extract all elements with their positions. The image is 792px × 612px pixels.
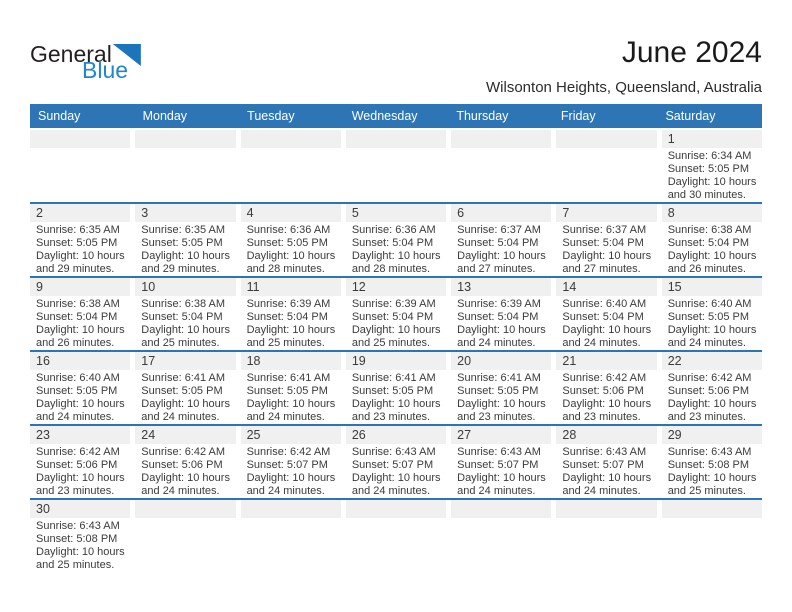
sunrise-line: Sunrise: 6:42 AM	[141, 446, 226, 458]
sunset-line: Sunset: 5:04 PM	[351, 237, 434, 249]
sunrise-line: Sunrise: 6:41 AM	[457, 372, 541, 384]
day-header-tuesday: Tuesday	[247, 109, 295, 123]
daylight-line-2: and 26 minutes.	[36, 337, 115, 349]
empty-day-cell	[451, 130, 551, 202]
day-details	[346, 222, 446, 276]
daylight-line-2: and 24 minutes.	[141, 485, 220, 497]
sunrise-line: Sunrise: 6:42 AM	[667, 372, 752, 384]
sunrise-line: Sunrise: 6:38 AM	[141, 298, 226, 310]
daylight-line: Daylight: 10 hours	[562, 398, 652, 410]
day-header-sunday: Sunday	[38, 109, 81, 123]
page-title: June 2024	[621, 36, 762, 69]
day-cell	[451, 278, 551, 350]
day-cell	[346, 278, 446, 350]
daylight-line: Daylight: 10 hours	[351, 398, 441, 410]
sunset-line: Sunset: 5:05 PM	[246, 385, 328, 397]
day-number	[346, 130, 446, 148]
day-details	[241, 296, 341, 350]
daylight-line: Daylight: 10 hours	[36, 250, 125, 262]
daylight-line: Daylight: 10 hours	[141, 398, 230, 410]
day-details	[451, 222, 551, 276]
title-block	[486, 36, 762, 96]
daylight-line-2: and 28 minutes.	[351, 263, 431, 275]
day-number: 26	[346, 426, 446, 444]
day-number: 4	[241, 204, 341, 222]
sunrise-line: Sunrise: 6:36 AM	[246, 224, 331, 236]
sunrise-line: Sunrise: 6:42 AM	[562, 372, 647, 384]
daylight-line: Daylight: 10 hours	[457, 250, 546, 262]
day-number: 20	[451, 352, 551, 370]
day-cell	[241, 352, 341, 424]
sunset-line: Sunset: 5:04 PM	[246, 311, 328, 323]
sunrise-line: Sunrise: 6:43 AM	[457, 446, 541, 458]
daylight-line: Daylight: 10 hours	[36, 546, 125, 558]
daylight-line: Daylight: 10 hours	[141, 472, 230, 484]
day-cell	[556, 278, 656, 350]
calendar-grid	[30, 130, 762, 572]
sunrise-line: Sunrise: 6:41 AM	[141, 372, 226, 384]
day-details	[556, 222, 656, 276]
day-details	[241, 222, 341, 276]
day-number: 8	[662, 204, 762, 222]
sunset-line: Sunset: 5:05 PM	[246, 237, 328, 249]
day-number: 11	[241, 278, 341, 296]
daylight-line-2: and 26 minutes.	[667, 263, 746, 275]
daylight-line-2: and 23 minutes.	[36, 485, 115, 497]
day-number: 17	[135, 352, 235, 370]
day-details	[346, 444, 446, 498]
day-details	[135, 370, 235, 424]
sunset-line: Sunset: 5:07 PM	[351, 459, 434, 471]
day-number	[556, 130, 656, 148]
day-details	[241, 444, 341, 498]
daylight-line-2: and 24 minutes.	[246, 411, 325, 423]
daylight-line-2: and 27 minutes.	[562, 263, 641, 275]
daylight-line-2: and 25 minutes.	[351, 337, 431, 349]
day-number: 28	[556, 426, 656, 444]
day-details	[451, 370, 551, 424]
sunset-line: Sunset: 5:05 PM	[36, 385, 118, 397]
day-cell	[662, 278, 762, 350]
sunset-line: Sunset: 5:04 PM	[36, 311, 118, 323]
day-number: 9	[30, 278, 130, 296]
day-details	[662, 148, 762, 202]
day-header-row	[30, 104, 762, 128]
daylight-line-2: and 24 minutes.	[457, 337, 536, 349]
empty-day-cell	[241, 500, 341, 572]
day-number: 12	[346, 278, 446, 296]
sunrise-line: Sunrise: 6:40 AM	[36, 372, 120, 384]
sunset-line: Sunset: 5:05 PM	[141, 237, 223, 249]
daylight-line-2: and 24 minutes.	[667, 337, 746, 349]
daylight-line-2: and 30 minutes.	[667, 189, 746, 201]
day-details	[135, 296, 235, 350]
sunrise-line: Sunrise: 6:41 AM	[351, 372, 436, 384]
day-number: 25	[241, 426, 341, 444]
daylight-line: Daylight: 10 hours	[246, 250, 336, 262]
sunrise-line: Sunrise: 6:40 AM	[562, 298, 647, 310]
sunset-line: Sunset: 5:04 PM	[141, 311, 223, 323]
daylight-line-2: and 23 minutes.	[667, 411, 746, 423]
daylight-line-2: and 24 minutes.	[36, 411, 115, 423]
day-number	[662, 500, 762, 518]
daylight-line-2: and 28 minutes.	[246, 263, 325, 275]
day-cell	[556, 352, 656, 424]
calendar	[30, 104, 762, 572]
daylight-line-2: and 24 minutes.	[562, 337, 641, 349]
empty-day-cell	[346, 500, 446, 572]
empty-day-cell	[451, 500, 551, 572]
sunrise-line: Sunrise: 6:35 AM	[141, 224, 226, 236]
sunset-line: Sunset: 5:05 PM	[141, 385, 223, 397]
empty-day-cell	[346, 130, 446, 202]
daylight-line: Daylight: 10 hours	[36, 324, 125, 336]
sunrise-line: Sunrise: 6:43 AM	[351, 446, 436, 458]
empty-day-cell	[30, 130, 130, 202]
day-details	[662, 370, 762, 424]
day-number: 14	[556, 278, 656, 296]
day-number: 18	[241, 352, 341, 370]
daylight-line-2: and 25 minutes.	[667, 485, 746, 497]
day-cell	[662, 352, 762, 424]
daylight-line-2: and 24 minutes.	[562, 485, 641, 497]
logo-text-general: General	[30, 41, 112, 67]
sunset-line: Sunset: 5:05 PM	[351, 385, 434, 397]
day-details	[346, 370, 446, 424]
sunrise-line: Sunrise: 6:37 AM	[457, 224, 541, 236]
daylight-line-2: and 24 minutes.	[141, 411, 220, 423]
day-cell	[451, 352, 551, 424]
day-number: 29	[662, 426, 762, 444]
daylight-line-2: and 29 minutes.	[36, 263, 115, 275]
day-cell	[30, 352, 130, 424]
day-details	[30, 222, 130, 276]
daylight-line: Daylight: 10 hours	[141, 250, 230, 262]
sunrise-line: Sunrise: 6:38 AM	[667, 224, 752, 236]
day-number	[451, 130, 551, 148]
daylight-line-2: and 24 minutes.	[351, 485, 431, 497]
week-row	[30, 130, 762, 204]
day-number	[135, 500, 235, 518]
empty-day-cell	[135, 130, 235, 202]
sunset-line: Sunset: 5:07 PM	[457, 459, 539, 471]
daylight-line: Daylight: 10 hours	[562, 250, 652, 262]
sunrise-line: Sunrise: 6:39 AM	[351, 298, 436, 310]
general-blue-logo	[30, 41, 160, 83]
sunrise-line: Sunrise: 6:43 AM	[36, 520, 120, 532]
day-cell	[30, 204, 130, 276]
day-header-wednesday: Wednesday	[351, 109, 418, 123]
day-header-friday: Friday	[560, 109, 596, 123]
day-header-monday: Monday	[142, 109, 188, 123]
day-details	[135, 444, 235, 498]
daylight-line: Daylight: 10 hours	[246, 472, 336, 484]
day-number: 13	[451, 278, 551, 296]
daylight-line: Daylight: 10 hours	[457, 472, 546, 484]
day-cell	[30, 500, 130, 572]
daylight-line: Daylight: 10 hours	[36, 472, 125, 484]
week-row	[30, 500, 762, 572]
day-details	[135, 222, 235, 276]
sunrise-line: Sunrise: 6:43 AM	[667, 446, 752, 458]
sunset-line: Sunset: 5:08 PM	[667, 459, 750, 471]
sunset-line: Sunset: 5:04 PM	[457, 311, 539, 323]
daylight-line: Daylight: 10 hours	[562, 324, 652, 336]
sunset-line: Sunset: 5:06 PM	[36, 459, 118, 471]
day-number	[135, 130, 235, 148]
sunrise-line: Sunrise: 6:39 AM	[246, 298, 331, 310]
sunset-line: Sunset: 5:05 PM	[667, 311, 750, 323]
daylight-line-2: and 25 minutes.	[141, 337, 220, 349]
day-cell	[556, 426, 656, 498]
sunset-line: Sunset: 5:07 PM	[246, 459, 328, 471]
day-cell	[135, 426, 235, 498]
daylight-line: Daylight: 10 hours	[667, 472, 757, 484]
daylight-line: Daylight: 10 hours	[141, 324, 230, 336]
day-number: 7	[556, 204, 656, 222]
day-cell	[135, 278, 235, 350]
day-number: 3	[135, 204, 235, 222]
sunrise-line: Sunrise: 6:39 AM	[457, 298, 541, 310]
day-number: 24	[135, 426, 235, 444]
daylight-line: Daylight: 10 hours	[457, 398, 546, 410]
day-details	[662, 222, 762, 276]
sunset-line: Sunset: 5:07 PM	[562, 459, 644, 471]
day-number: 27	[451, 426, 551, 444]
daylight-line-2: and 23 minutes.	[351, 411, 431, 423]
daylight-line: Daylight: 10 hours	[457, 324, 546, 336]
day-number	[241, 130, 341, 148]
sunrise-line: Sunrise: 6:36 AM	[351, 224, 436, 236]
daylight-line-2: and 25 minutes.	[246, 337, 325, 349]
week-row	[30, 204, 762, 278]
sunrise-line: Sunrise: 6:35 AM	[36, 224, 120, 236]
sunset-line: Sunset: 5:04 PM	[667, 237, 750, 249]
daylight-line: Daylight: 10 hours	[667, 324, 757, 336]
day-number: 1	[662, 130, 762, 148]
day-details	[241, 370, 341, 424]
day-cell	[346, 426, 446, 498]
sunset-line: Sunset: 5:06 PM	[667, 385, 750, 397]
sunrise-line: Sunrise: 6:42 AM	[36, 446, 120, 458]
daylight-line: Daylight: 10 hours	[246, 324, 336, 336]
day-details	[30, 296, 130, 350]
day-details	[30, 370, 130, 424]
week-row	[30, 426, 762, 500]
sunset-line: Sunset: 5:05 PM	[667, 163, 750, 175]
daylight-line: Daylight: 10 hours	[667, 250, 757, 262]
day-details	[30, 444, 130, 498]
daylight-line-2: and 27 minutes.	[457, 263, 536, 275]
day-details	[556, 370, 656, 424]
daylight-line-2: and 24 minutes.	[246, 485, 325, 497]
day-number: 23	[30, 426, 130, 444]
day-number: 6	[451, 204, 551, 222]
day-number: 22	[662, 352, 762, 370]
sunset-line: Sunset: 5:05 PM	[457, 385, 539, 397]
day-details	[662, 444, 762, 498]
day-cell	[662, 426, 762, 498]
day-cell	[30, 278, 130, 350]
daylight-line-2: and 29 minutes.	[141, 263, 220, 275]
daylight-line-2: and 23 minutes.	[457, 411, 536, 423]
day-cell	[241, 278, 341, 350]
day-number: 2	[30, 204, 130, 222]
daylight-line-2: and 25 minutes.	[36, 559, 115, 571]
empty-day-cell	[556, 500, 656, 572]
sunrise-line: Sunrise: 6:38 AM	[36, 298, 120, 310]
day-cell	[662, 204, 762, 276]
day-number	[556, 500, 656, 518]
daylight-line-2: and 23 minutes.	[562, 411, 641, 423]
sunset-line: Sunset: 5:04 PM	[562, 311, 644, 323]
daylight-line: Daylight: 10 hours	[351, 472, 441, 484]
sunset-line: Sunset: 5:08 PM	[36, 533, 118, 545]
sunrise-line: Sunrise: 6:43 AM	[562, 446, 647, 458]
day-cell	[451, 426, 551, 498]
day-details	[346, 296, 446, 350]
day-details	[662, 296, 762, 350]
day-cell	[556, 204, 656, 276]
day-details	[30, 518, 130, 572]
sunset-line: Sunset: 5:06 PM	[562, 385, 644, 397]
daylight-line: Daylight: 10 hours	[36, 398, 125, 410]
day-cell	[135, 204, 235, 276]
day-details	[451, 444, 551, 498]
sunset-line: Sunset: 5:04 PM	[351, 311, 434, 323]
day-number: 10	[135, 278, 235, 296]
day-details	[556, 296, 656, 350]
day-number	[451, 500, 551, 518]
daylight-line: Daylight: 10 hours	[246, 398, 336, 410]
day-number	[30, 130, 130, 148]
empty-day-cell	[556, 130, 656, 202]
sunrise-line: Sunrise: 6:37 AM	[562, 224, 647, 236]
day-cell	[241, 204, 341, 276]
day-cell	[346, 204, 446, 276]
day-number	[346, 500, 446, 518]
day-cell	[241, 426, 341, 498]
empty-day-cell	[662, 500, 762, 572]
sunrise-line: Sunrise: 6:42 AM	[246, 446, 331, 458]
day-cell	[135, 352, 235, 424]
week-row	[30, 352, 762, 426]
daylight-line: Daylight: 10 hours	[562, 472, 652, 484]
sunset-line: Sunset: 5:05 PM	[36, 237, 118, 249]
day-number	[241, 500, 341, 518]
sunrise-line: Sunrise: 6:40 AM	[667, 298, 752, 310]
day-number: 5	[346, 204, 446, 222]
logo-text-blue: Blue	[82, 57, 129, 83]
daylight-line: Daylight: 10 hours	[351, 250, 441, 262]
day-details	[451, 296, 551, 350]
empty-day-cell	[241, 130, 341, 202]
daylight-line: Daylight: 10 hours	[351, 324, 441, 336]
sunset-line: Sunset: 5:04 PM	[457, 237, 539, 249]
sunrise-line: Sunrise: 6:41 AM	[246, 372, 331, 384]
sunset-line: Sunset: 5:06 PM	[141, 459, 223, 471]
day-header-thursday: Thursday	[456, 109, 509, 123]
day-details	[556, 444, 656, 498]
sunset-line: Sunset: 5:04 PM	[562, 237, 644, 249]
day-number: 19	[346, 352, 446, 370]
day-cell	[662, 130, 762, 202]
day-header-saturday: Saturday	[665, 109, 716, 123]
empty-day-cell	[135, 500, 235, 572]
day-cell	[346, 352, 446, 424]
day-number: 16	[30, 352, 130, 370]
daylight-line: Daylight: 10 hours	[667, 398, 757, 410]
day-cell	[451, 204, 551, 276]
day-number: 15	[662, 278, 762, 296]
daylight-line: Daylight: 10 hours	[667, 176, 757, 188]
day-number: 30	[30, 500, 130, 518]
day-number: 21	[556, 352, 656, 370]
week-row	[30, 278, 762, 352]
day-cell	[30, 426, 130, 498]
page-location: Wilsonton Heights, Queensland, Australia	[486, 79, 762, 96]
sunrise-line: Sunrise: 6:34 AM	[667, 150, 752, 162]
daylight-line-2: and 24 minutes.	[457, 485, 536, 497]
